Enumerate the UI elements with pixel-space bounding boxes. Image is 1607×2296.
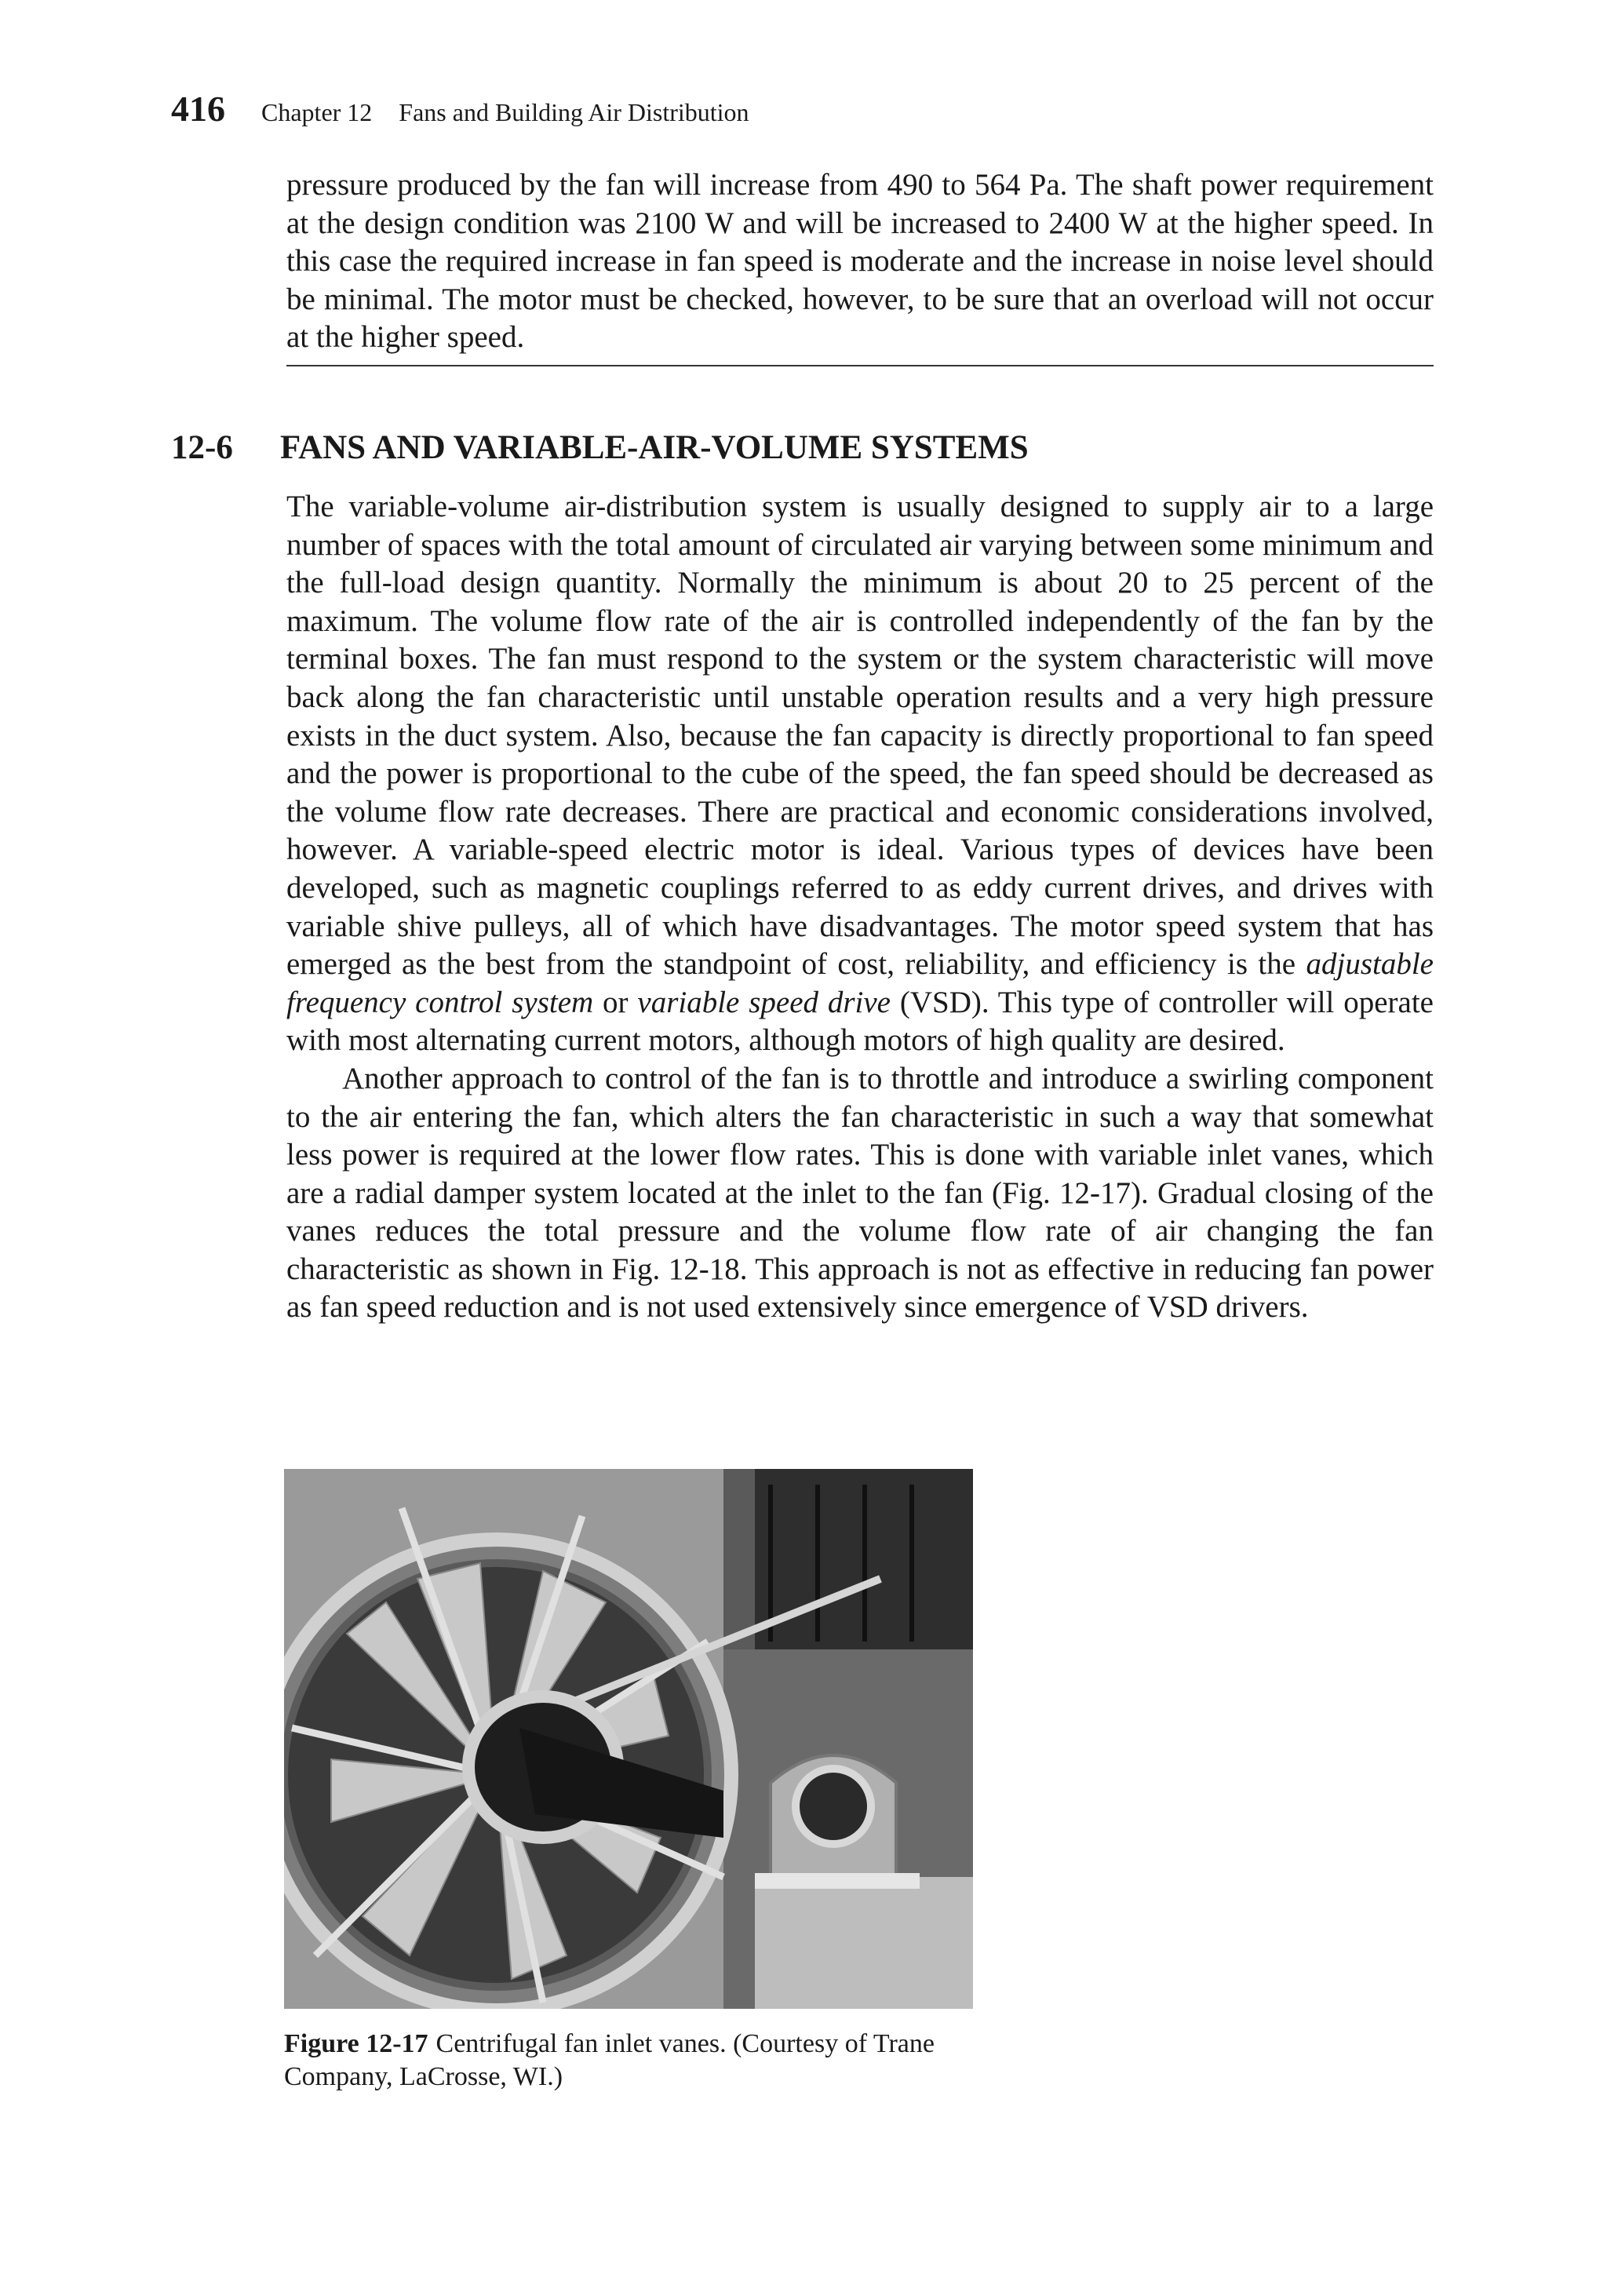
body-paragraph-1-text-b: or xyxy=(593,985,638,1019)
section-number: 12-6 xyxy=(171,429,233,466)
figure-label: Figure 12-17 xyxy=(284,2029,428,2058)
page-number: 416 xyxy=(171,89,225,129)
running-head xyxy=(171,88,749,129)
chapter-title: Fans and Building Air Distribution xyxy=(399,98,749,126)
body-paragraph-2: Another approach to control of the fan is to throttle and introduce a swirling component to the air entering the fan, which alters the fan characteristic in such a way that somewhat less power is required at the lower flow rates. This is done with variable inlet vanes, which are a radial damper system located at the inlet to the fan (Fig. 12-17). Gradual closing of the vanes reduces the total pressure and the volume flow rate of air changing the fan characteristic as shown in Fig. 12-18. This approach is not as effective in reducing fan power as fan speed reduction and is not used extensively since emergence of VSD drivers. xyxy=(286,1061,1434,1325)
term-adjustable-frequency: adjustable frequency control system xyxy=(286,947,1434,1019)
section-heading xyxy=(171,428,1029,467)
section-body xyxy=(286,488,1434,1327)
example-end-rule xyxy=(286,365,1434,366)
body-paragraph-1-text-a: The variable-volume air-distribution system is usually designed to supply air to a large number of spaces with the total amount of circulated air varying between some minimum and the full-load design quantity. Normally the minimum is about 20 to 25 percent of the maximum. The volume flow rate of the air is controlled independently of the fan by the terminal boxes. The fan must respond to the system or the system characteristic will move back along the fan characteristic until unstable operation results and a very high pressure exists in the duct system. Also, because the fan capacity is directly proportional to fan speed and the power is proportional to the cube of the speed, the fan speed should be decreased as the volume flow rate decreases. There are practical and economic considerations involved, however. A variable-speed electric motor is ideal. Various types of devices have been developed, such as magnetic couplings referred to as eddy current drives, and drives with variable shive pulleys, all of which have disadvantages. The motor speed system that has emerged as the best from the standpoint of cost, reliability, and efficiency is the xyxy=(286,490,1434,982)
figure-caption xyxy=(284,2028,990,2094)
body-paragraph-1-text-c: (VSD). This type of controller will operate with most alternating current motors, although motors of high quality are desired. xyxy=(286,985,1434,1058)
fan-inlet-vanes-photo xyxy=(284,1469,973,2009)
example-continuation xyxy=(286,166,1434,366)
figure-caption-text: Centrifugal fan inlet vanes. (Courtesy of Trane Company, LaCrosse, WI.) xyxy=(284,2029,935,2091)
section-title: FANS AND VARIABLE-AIR-VOLUME SYSTEMS xyxy=(280,429,1029,466)
example-text: pressure produced by the fan will increase from 490 to 564 Pa. The shaft power requirement at the design condition was 2100 W and will be increased to 2400 W at the higher speed. In this case the required increase in fan speed is moderate and the increase in noise level should be minimal. The motor must be checked, however, to be sure that an overload will not occur at the higher speed. xyxy=(286,168,1434,355)
fan-photo-drawing xyxy=(284,1469,973,2009)
chapter-label: Chapter 12 xyxy=(261,98,373,126)
body-paragraph-1 xyxy=(286,488,1434,1060)
term-variable-speed-drive: variable speed drive xyxy=(637,985,891,1019)
